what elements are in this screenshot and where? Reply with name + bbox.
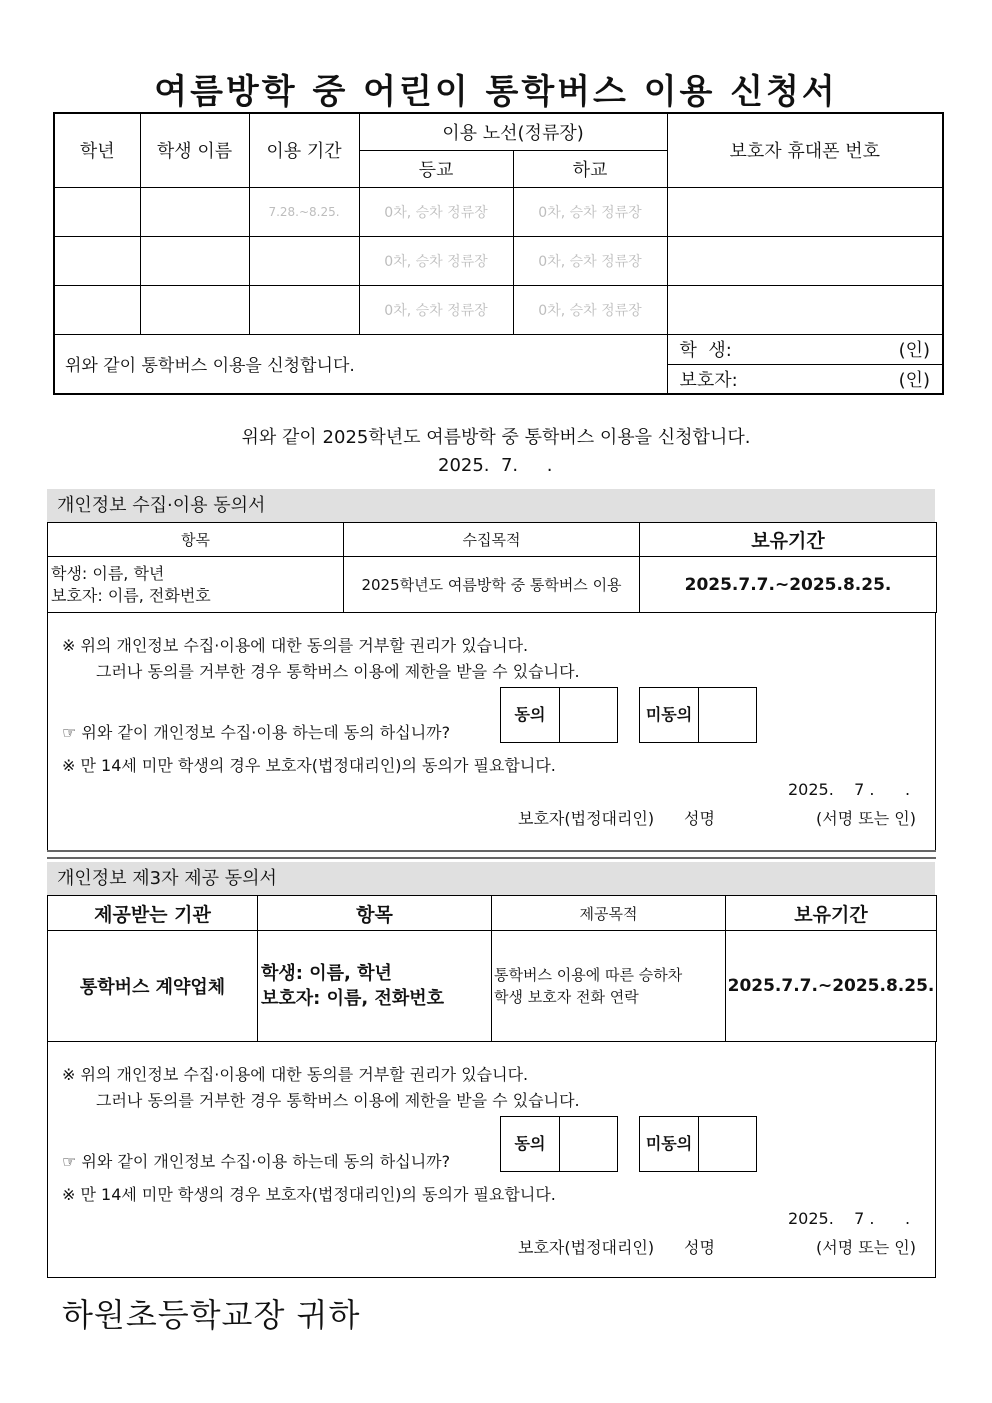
consent1-note1: ※ 위의 개인정보 수집·이용에 대한 동의를 거부할 권리가 있습니다.	[62, 636, 529, 655]
declaration-date: 2025. 7. .	[438, 455, 553, 476]
consent2-note1: ※ 위의 개인정보 수집·이용에 대한 동의를 거부할 권리가 있습니다.	[62, 1065, 529, 1084]
consent2-agree-label: 동의	[501, 1117, 560, 1171]
header-period: 이용 기간	[249, 113, 359, 187]
consent2-table	[47, 895, 937, 1042]
application-statement: 위와 같이 통학버스 이용을 신청합니다.	[54, 334, 667, 394]
consent2-item-cell	[258, 931, 492, 1042]
consent2-header-purpose: 제공목적	[492, 896, 726, 931]
consent1-header-retention: 보유기간	[640, 523, 937, 557]
consent2-item-line2: 보호자: 이름, 전화번호	[261, 988, 445, 1009]
consent2-item-line1: 학생: 이름, 학년	[261, 963, 392, 984]
consent2-retention: 2025.7.7.~2025.8.25.	[726, 931, 937, 1042]
consent1-retention: 2025.7.7.~2025.8.25.	[640, 557, 937, 613]
grade-cell[interactable]	[54, 187, 140, 236]
consent1-title: 개인정보 수집·이용 동의서	[47, 489, 935, 522]
declaration: 위와 같이 2025학년도 여름방학 중 통학버스 이용을 신청합니다.	[241, 427, 751, 448]
header-to-school: 등교	[359, 150, 513, 187]
from-school-cell[interactable]: 0차, 승차 정류장	[513, 187, 667, 236]
consent2-disagree-label: 미동의	[640, 1117, 699, 1171]
from-school-cell[interactable]: 0차, 승차 정류장	[513, 285, 667, 334]
guardian-phone-cell[interactable]	[667, 285, 943, 334]
header-route: 이용 노선(정류장)	[359, 113, 667, 150]
consent1-guardian-label: 보호자(법정대리인)	[518, 809, 655, 828]
consent1-table	[47, 522, 937, 613]
to-school-cell[interactable]: 0차, 승차 정류장	[359, 236, 513, 285]
guardian-sign-field[interactable]	[667, 364, 943, 394]
consent2-institution: 통학버스 계약업체	[48, 931, 258, 1042]
consent2-header-retention: 보유기간	[726, 896, 937, 931]
header-guardian-phone: 보호자 휴대폰 번호	[667, 113, 943, 187]
student-name-cell[interactable]	[140, 187, 249, 236]
grade-cell[interactable]	[54, 236, 140, 285]
header-from-school: 하교	[513, 150, 667, 187]
table-row	[54, 285, 943, 334]
consent1-disagree-label: 미동의	[640, 688, 699, 742]
header-grade: 학년	[54, 113, 140, 187]
consent2-disagree-box[interactable]	[639, 1116, 757, 1172]
guardian-seal: (인)	[898, 369, 931, 391]
student-sign-label: 학 생:	[679, 340, 732, 361]
period-cell[interactable]: 7.28.~8.25.	[249, 187, 359, 236]
consent2-body	[47, 1042, 936, 1278]
grade-cell[interactable]	[54, 285, 140, 334]
consent1-question: ☞ 위와 같이 개인정보 수집·이용 하는데 동의 하십니까?	[62, 723, 451, 742]
page-title: 여름방학 중 어린이 통학버스 이용 신청서	[154, 72, 838, 112]
consent2-header-item: 항목	[258, 896, 492, 931]
consent2-agree-box[interactable]	[500, 1116, 618, 1172]
to-school-cell[interactable]: 0차, 승차 정류장	[359, 285, 513, 334]
table-row	[54, 236, 943, 285]
consent1-sign-label: (서명 또는 인)	[816, 809, 916, 828]
consent1-name-label: 성명	[684, 809, 715, 828]
consent1-item-cell	[48, 557, 344, 613]
consent1-agree-box[interactable]	[500, 687, 618, 743]
consent2-question: ☞ 위와 같이 개인정보 수집·이용 하는데 동의 하십니까?	[62, 1152, 451, 1171]
student-name-cell[interactable]	[140, 236, 249, 285]
consent1-date: 2025. 7 . .	[788, 780, 911, 799]
consent1-agree-label: 동의	[501, 688, 560, 742]
to-school-cell[interactable]: 0차, 승차 정류장	[359, 187, 513, 236]
consent1-disagree-box[interactable]	[639, 687, 757, 743]
consent2-purpose-line1: 통학버스 이용에 따른 승하차	[494, 966, 683, 984]
consent1-item-line2: 보호자: 이름, 전화번호	[51, 585, 211, 605]
table-row	[54, 187, 943, 236]
consent2-sign-label: (서명 또는 인)	[816, 1238, 916, 1257]
consent2-date: 2025. 7 . .	[788, 1209, 911, 1228]
period-cell[interactable]	[249, 285, 359, 334]
period-cell[interactable]	[249, 236, 359, 285]
consent1-body	[47, 613, 936, 851]
consent2-name-label: 성명	[684, 1238, 715, 1257]
application-table	[53, 112, 944, 395]
from-school-cell[interactable]: 0차, 승차 정류장	[513, 236, 667, 285]
header-student-name: 학생 이름	[140, 113, 249, 187]
consent1-note2: 그러나 동의를 거부한 경우 통학버스 이용에 제한을 받을 수 있습니다.	[96, 662, 580, 681]
consent2-guardian-label: 보호자(법정대리인)	[518, 1238, 655, 1257]
consent2-note3: ※ 만 14세 미만 학생의 경우 보호자(법정대리인)의 동의가 필요합니다.	[62, 1185, 556, 1204]
guardian-phone-cell[interactable]	[667, 187, 943, 236]
consent1-header-item: 항목	[48, 523, 344, 557]
consent2-purpose-cell	[492, 931, 726, 1042]
student-name-cell[interactable]	[140, 285, 249, 334]
footer-addressee: 하원초등학교장 귀하	[62, 1296, 361, 1334]
consent2-header-institution: 제공받는 기관	[48, 896, 258, 931]
student-sign-field[interactable]	[667, 334, 943, 364]
guardian-phone-cell[interactable]	[667, 236, 943, 285]
consent1-note3: ※ 만 14세 미만 학생의 경우 보호자(법정대리인)의 동의가 필요합니다.	[62, 756, 556, 775]
student-seal: (인)	[898, 340, 931, 361]
consent2-note2: 그러나 동의를 거부한 경우 통학버스 이용에 제한을 받을 수 있습니다.	[96, 1091, 580, 1110]
consent2-title: 개인정보 제3자 제공 동의서	[47, 862, 935, 895]
consent1-header-purpose: 수집목적	[344, 523, 640, 557]
section-divider	[47, 850, 936, 859]
consent1-item-line1: 학생: 이름, 학년	[51, 563, 165, 583]
consent2-purpose-line2: 학생 보호자 전화 연락	[494, 988, 639, 1006]
consent1-purpose: 2025학년도 여름방학 중 통학버스 이용	[344, 557, 640, 613]
guardian-sign-label: 보호자:	[679, 369, 738, 391]
